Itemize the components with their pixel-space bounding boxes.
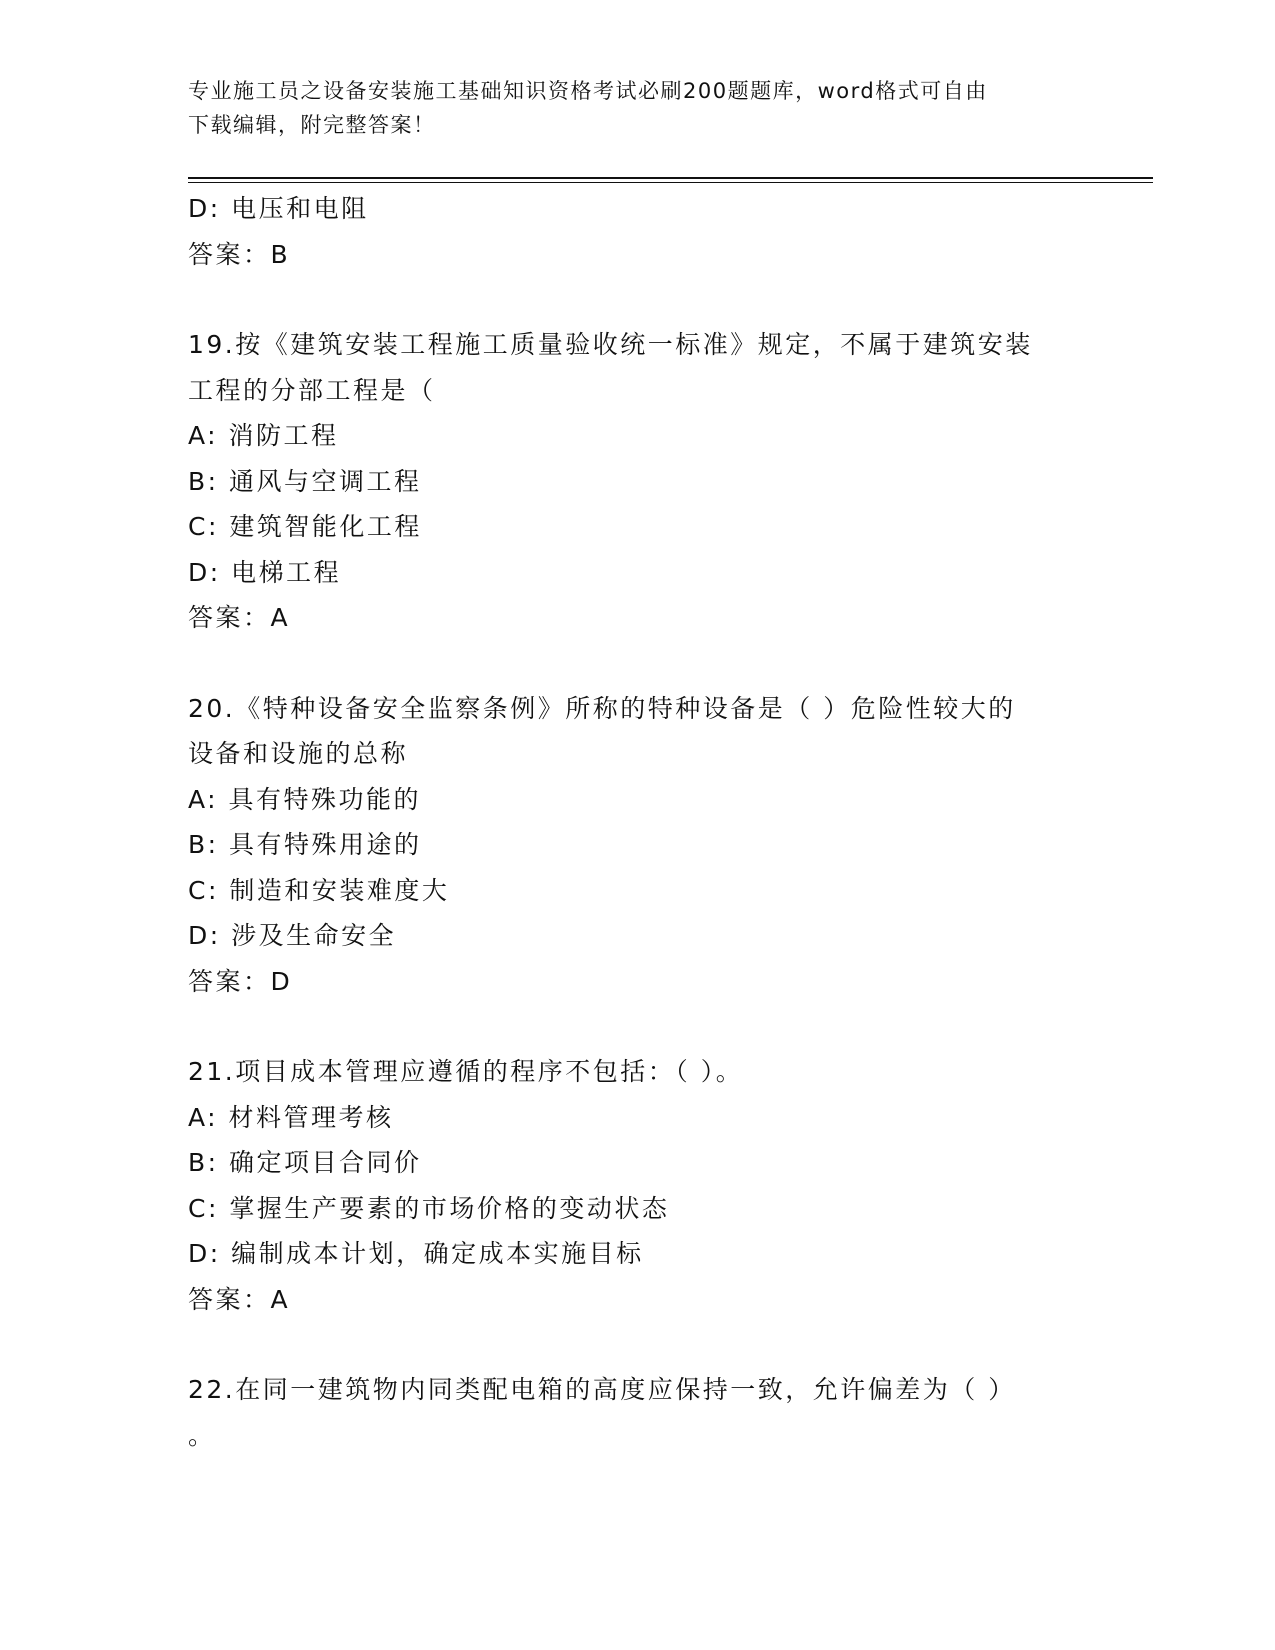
- question-text-line-1: 22.在同一建筑物内同类配电箱的高度应保持一致，允许偏差为（ ）: [188, 1375, 1016, 1404]
- question-text-line-2: 设备和设施的总称: [188, 739, 409, 768]
- question-21: [188, 1049, 1088, 1322]
- question-20: [188, 686, 1088, 1005]
- question-text-line-2: 工程的分部工程是（: [188, 375, 436, 405]
- header-rule-thin: [188, 182, 1153, 183]
- question-19: [188, 322, 1088, 641]
- option-c: C: 制造和安装难度大: [188, 875, 450, 905]
- header-rule-thick: [188, 177, 1153, 179]
- option-d: D: 电梯工程: [188, 557, 342, 587]
- question-text-line-1: 20.《特种设备安全监察条例》所称的特种设备是（ ）危险性较大的: [188, 693, 1016, 723]
- answer: 答案：A: [188, 1284, 291, 1314]
- page-header: [188, 74, 1088, 142]
- option-d: D: 编制成本计划，确定成本实施目标: [188, 1239, 644, 1268]
- option-a: A: 消防工程: [188, 421, 339, 450]
- question-text-line-1: 19.按《建筑安装工程施工质量验收统一标准》规定，不属于建筑安装: [188, 330, 1033, 359]
- option-b: B: 通风与空调工程: [188, 466, 422, 496]
- question-content: [188, 186, 1088, 1458]
- option-b: B: 具有特殊用途的: [188, 830, 422, 859]
- option-a: A: 材料管理考核: [188, 1102, 394, 1132]
- answer: 答案：A: [188, 603, 291, 632]
- option-d: D: 涉及生命安全: [188, 921, 397, 950]
- option-b: B: 确定项目合同价: [188, 1148, 422, 1177]
- option-c: C: 建筑智能化工程: [188, 512, 422, 541]
- option-c: C: 掌握生产要素的市场价格的变动状态: [188, 1193, 670, 1223]
- question-text-line-1: 21.项目成本管理应遵循的程序不包括：（ ）。: [188, 1057, 744, 1086]
- option-d: D: 电压和电阻: [188, 194, 369, 223]
- answer: 答案：D: [188, 966, 293, 996]
- header-line-1: 专业施工员之设备安装施工基础知识资格考试必刷200题题库，word格式可自由: [188, 79, 988, 103]
- question-22: [188, 1367, 1088, 1458]
- question-18-fragment: [188, 186, 1088, 277]
- header-line-2: 下载编辑，附完整答案！: [188, 113, 436, 137]
- question-text-line-2: 。: [188, 1420, 216, 1450]
- option-a: A: 具有特殊功能的: [188, 784, 422, 814]
- answer: 答案：B: [188, 239, 291, 269]
